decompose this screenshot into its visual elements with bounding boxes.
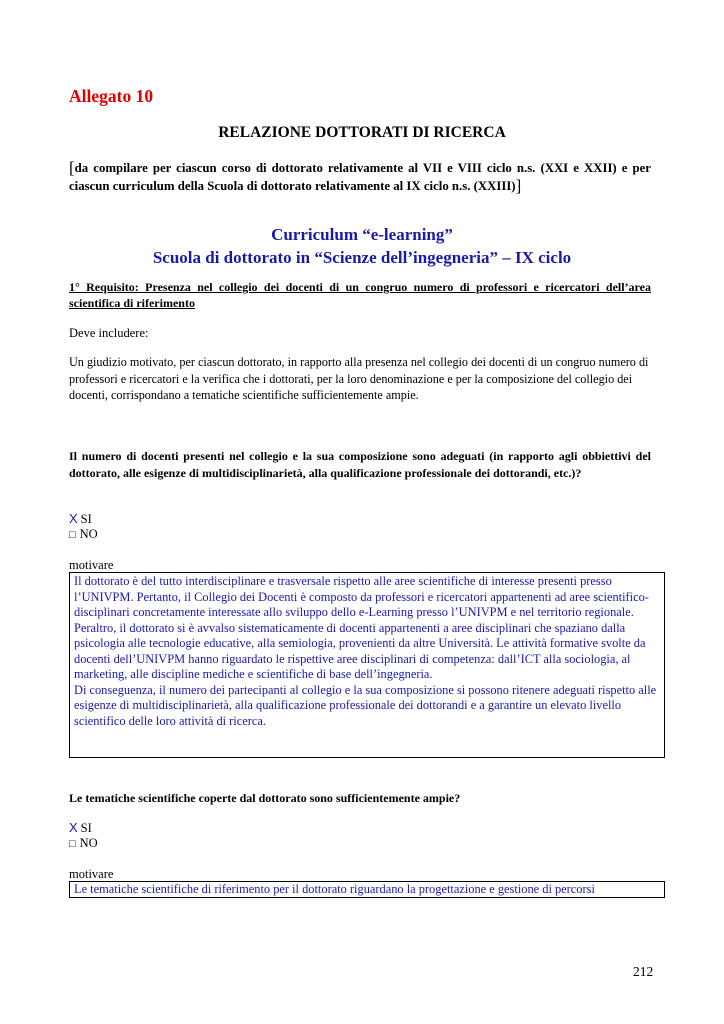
instructions-text: da compilare per ciascun corso di dottorato relativamente al VII e VIII ciclo n.s. (XXI e XXII) e per ciascun curriculum della Scuola di dottorato relativamente al IX ciclo n.s. (XXIII) xyxy=(69,161,651,193)
q2-yes-check-mark: X xyxy=(69,820,78,835)
curriculum-title: Curriculum “e-learning” xyxy=(271,225,453,244)
requirement-description: Un giudizio motivato, per ciascun dottorato, in rapporto alla presenza nel collegio dei docenti di un congruo numero di professori e ricercatori e la verifica che i dottorati, per la loro denominazione e per la composizione del collegio dei docenti, corrispondano a tematiche scientifiche sufficientemente ampie. xyxy=(69,355,649,402)
question-1: Il numero di docenti presenti nel collegio e la sua composizione sono adeguati (in rapporto agli obbiettivi del dottorato, alle esigenze di multidisciplinarietà, alla qualificazione professionale dei dottorandi, etc.)? xyxy=(69,449,651,480)
q1-motivation-field[interactable] xyxy=(69,572,665,758)
bracket-open: [ xyxy=(69,158,75,177)
q1-motivation-paragraph-1: Il dottorato è del tutto interdisciplinare e trasversale rispetto alle aree scientifiche di interesse presenti presso l’UNIVPM. Pertanto, il Collegio dei Docenti è composto da professori e ricercatori appartenenti ad aree scientifico-disciplinari concretamente interessate allo sviluppo dello e-Learning presso l’UNIVPM e nel territorio regionale. Peraltro, il dottorato si è avvalso sistematicamente di docenti appartenenti a aree disciplinari che spaziano dalla psicologia alle tecnologie educative, alla semiologia, provenienti da altre Università. Le attività formative svolte da docenti dell’UNIVPM hanno riguardato le rispettive aree disciplinari di competenza: dall’ICT alla sociologia, al marketing, alle discipline mediche e scientifiche di base dell’ingegneria. xyxy=(74,574,649,681)
page-title: RELAZIONE DOTTORATI DI RICERCA xyxy=(218,124,506,141)
must-include-label: Deve includere: xyxy=(69,326,149,340)
q2-motivation-field[interactable] xyxy=(69,881,665,898)
q2-no-label: NO xyxy=(79,836,98,850)
q1-no-checkbox-icon: □ xyxy=(69,529,76,541)
q2-motivation-text: Le tematiche scientifiche di riferimento per il dottorato riguardano la progettazione e gestione di percorsi xyxy=(74,882,595,896)
bracket-close: ] xyxy=(515,176,522,195)
q2-motivare-label: motivare xyxy=(69,867,114,881)
page-number: 212 xyxy=(633,964,654,979)
q1-motivare-label: motivare xyxy=(69,558,114,572)
q2-option-no[interactable] xyxy=(69,835,98,852)
allegato-label: Allegato 10 xyxy=(69,86,154,106)
q2-yes-label: SI xyxy=(80,821,92,835)
q1-option-no[interactable] xyxy=(69,526,98,543)
school-title: Scuola di dottorato in “Scienze dell’ingegneria” – IX ciclo xyxy=(152,248,572,267)
question-2: Le tematiche scientifiche coperte dal dottorato sono sufficientemente ampie? xyxy=(69,791,461,805)
requirement-heading: 1° Requisito: Presenza nel collegio dei docenti di un congruo numero di professori e ricercatori dell’area scientifica di riferimento xyxy=(69,280,651,310)
q2-option-yes[interactable] xyxy=(69,820,92,836)
q1-no-label: NO xyxy=(79,527,98,541)
q2-no-checkbox-icon: □ xyxy=(69,838,76,850)
q1-yes-label: SI xyxy=(80,512,92,526)
compilation-instructions xyxy=(69,159,651,195)
q1-motivation-paragraph-2: Di conseguenza, il numero dei partecipanti al collegio e la sua composizione si possono ritenere adeguati rispetto alle esigenze di multidisciplinarietà, alla qualificazione professionale dei dottorandi e a garantire un elevato livello scientifico delle loro attività di ricerca. xyxy=(74,682,657,728)
q1-option-yes[interactable] xyxy=(69,511,92,527)
q1-yes-check-mark: X xyxy=(69,511,78,526)
